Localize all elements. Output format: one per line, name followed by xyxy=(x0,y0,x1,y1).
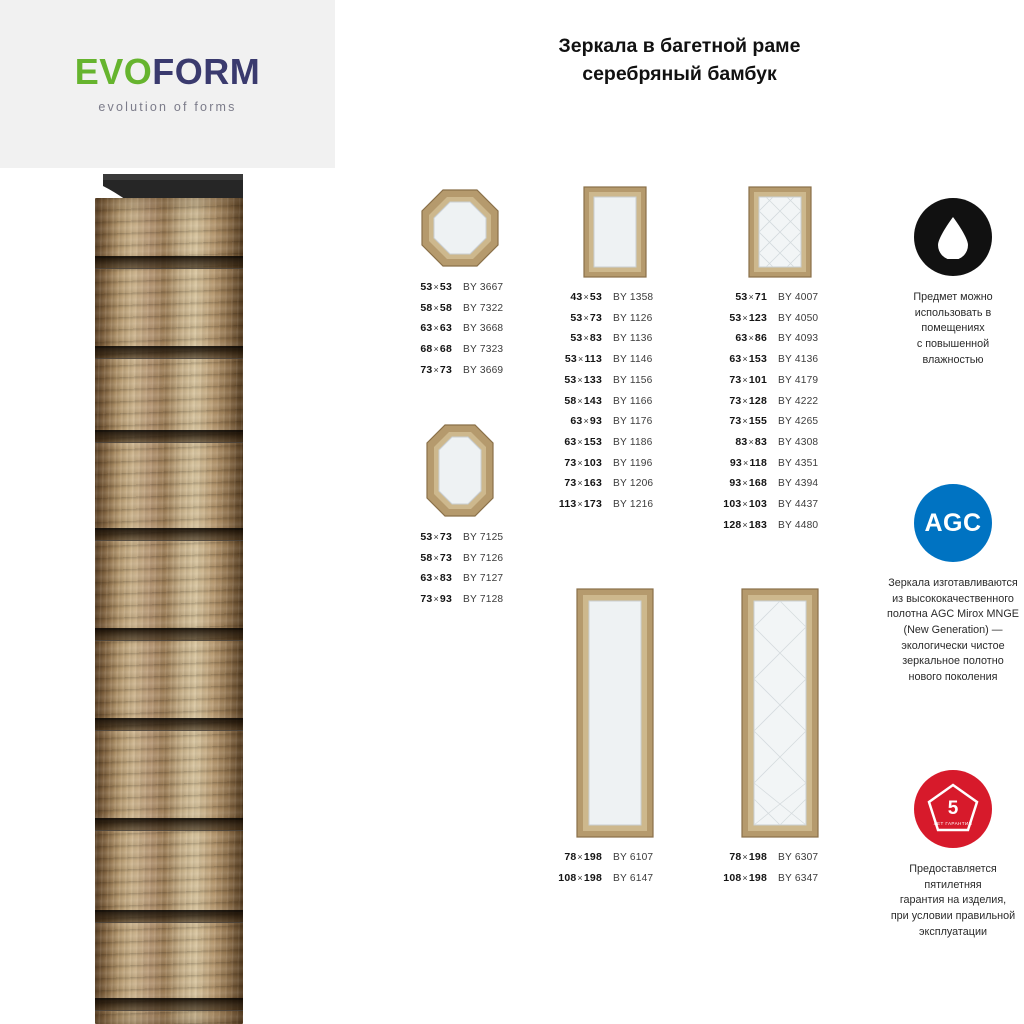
size-row[interactable] xyxy=(705,313,855,324)
size-code: BY 7323 xyxy=(463,344,504,356)
size-row[interactable] xyxy=(540,478,690,489)
size-row[interactable] xyxy=(705,396,855,407)
size-code: BY 7125 xyxy=(463,532,504,543)
moulding-knot xyxy=(95,628,243,641)
size-dim: 73×101 xyxy=(729,373,767,386)
feature-agc xyxy=(853,484,1024,685)
size-code: BY 4437 xyxy=(778,499,819,511)
feature-moisture xyxy=(853,198,1024,368)
size-dim: 58×73 xyxy=(420,551,452,564)
moulding-knot xyxy=(95,718,243,731)
size-dim: 53×73 xyxy=(420,531,452,543)
size-dim: 63×153 xyxy=(564,435,602,448)
size-code: BY 4394 xyxy=(778,478,819,490)
product-group-floor-plain xyxy=(540,578,690,893)
size-dim: 73×93 xyxy=(420,593,452,606)
size-code: BY 4351 xyxy=(778,457,819,469)
size-row[interactable] xyxy=(705,333,855,344)
brand-name xyxy=(74,51,261,92)
size-row[interactable] xyxy=(390,573,530,584)
page-header xyxy=(0,0,1024,168)
size-row[interactable] xyxy=(390,323,530,334)
size-code: BY 1206 xyxy=(613,478,654,490)
moulding-knot xyxy=(95,346,243,359)
size-dim: 63×83 xyxy=(420,572,452,585)
feature-line: из высококачественного xyxy=(892,592,1014,605)
size-row[interactable] xyxy=(705,499,855,510)
size-code: BY 1136 xyxy=(613,333,653,345)
size-table xyxy=(705,292,855,531)
agc-label: AGC xyxy=(924,508,982,537)
size-dim: 73×73 xyxy=(420,363,452,376)
feature-line: (New Generation) — xyxy=(903,623,1003,636)
moulding-grain xyxy=(95,198,243,1024)
size-code: BY 4480 xyxy=(778,519,819,531)
size-dim: 63×153 xyxy=(729,353,767,366)
brand-logo xyxy=(0,0,335,168)
feature-line: Зеркала изготавливаются xyxy=(888,577,1018,589)
moulding-knot xyxy=(95,998,243,1011)
mirror-preview-rectangle-facet xyxy=(705,178,855,278)
size-table xyxy=(390,282,530,376)
size-dim: 63×93 xyxy=(570,415,602,428)
size-dim: 128×183 xyxy=(723,518,767,531)
size-table xyxy=(540,852,690,884)
size-row[interactable] xyxy=(705,437,855,448)
size-row[interactable] xyxy=(540,313,690,324)
size-dim: 53×83 xyxy=(570,332,602,345)
size-code: BY 4265 xyxy=(778,416,819,428)
mirror-preview-floor xyxy=(540,578,690,838)
brand-name-part2: FORM xyxy=(152,51,261,92)
svg-text:5: 5 xyxy=(947,798,959,819)
size-code: BY 1156 xyxy=(613,374,653,386)
size-dim: 53×71 xyxy=(735,291,767,303)
size-code: BY 7322 xyxy=(463,302,504,314)
size-code: BY 1186 xyxy=(613,436,653,448)
size-dim: 53×133 xyxy=(564,373,602,386)
size-dim: 108×198 xyxy=(558,871,602,884)
size-row[interactable] xyxy=(540,852,690,863)
size-code: BY 7127 xyxy=(463,573,504,585)
size-row[interactable] xyxy=(705,292,855,303)
feature-line: Предоставляется xyxy=(909,863,997,875)
size-code: BY 1126 xyxy=(613,312,653,324)
feature-line: Предмет можно xyxy=(913,291,993,303)
feature-line: эксплуатации xyxy=(918,925,988,938)
size-dim: 68×68 xyxy=(420,343,452,356)
agc-logo-icon xyxy=(914,484,992,562)
size-code: BY 4007 xyxy=(778,292,819,303)
size-code: BY 4222 xyxy=(778,395,819,407)
size-dim: 43×53 xyxy=(570,291,602,303)
size-dim: 73×128 xyxy=(729,394,767,407)
product-photo xyxy=(0,168,335,1024)
size-dim: 53×73 xyxy=(570,311,602,324)
size-code: BY 6347 xyxy=(778,872,819,884)
size-row[interactable] xyxy=(705,458,855,469)
size-row[interactable] xyxy=(390,553,530,564)
size-code: BY 4136 xyxy=(778,354,819,366)
size-row[interactable] xyxy=(705,873,855,884)
feature-line: экологически чистое xyxy=(901,639,1005,652)
size-row[interactable] xyxy=(540,499,690,510)
feature-line: нового поколения xyxy=(908,670,998,683)
size-table xyxy=(540,292,690,510)
size-dim: 83×83 xyxy=(735,435,767,448)
feature-line: при условии правильной xyxy=(890,909,1016,922)
size-row[interactable] xyxy=(540,375,690,386)
size-code: BY 3669 xyxy=(463,364,504,376)
warranty-5-years-icon xyxy=(914,770,992,848)
size-code: BY 4308 xyxy=(778,436,819,448)
size-code: BY 4050 xyxy=(778,312,819,324)
size-row[interactable] xyxy=(705,852,855,863)
size-dim: 93×118 xyxy=(729,456,767,469)
size-row[interactable] xyxy=(390,282,530,293)
size-row[interactable] xyxy=(390,594,530,605)
size-code: BY 6107 xyxy=(613,852,654,863)
size-code: BY 1196 xyxy=(613,457,653,469)
size-dim: 103×103 xyxy=(723,498,767,511)
page-title-line2: серебряный бамбук xyxy=(582,63,777,85)
moulding-knot xyxy=(95,430,243,443)
size-dim: 73×103 xyxy=(564,456,602,469)
size-code: BY 6147 xyxy=(613,872,654,884)
mirror-preview-octagon xyxy=(390,178,530,268)
size-table xyxy=(390,532,530,605)
size-row[interactable] xyxy=(705,416,855,427)
size-code: BY 4093 xyxy=(778,333,819,345)
size-row[interactable] xyxy=(705,354,855,365)
mirror-preview-floor-facet xyxy=(705,578,855,838)
mirror-preview-rectangle xyxy=(540,178,690,278)
feature-agc-text xyxy=(853,576,1024,685)
size-dim: 53×113 xyxy=(564,353,602,366)
size-dim: 58×143 xyxy=(564,394,602,407)
page-title xyxy=(335,0,1024,168)
feature-line: пятилетняя xyxy=(924,878,982,891)
feature-moisture-text xyxy=(853,290,1024,368)
size-row[interactable] xyxy=(540,437,690,448)
moulding-knot xyxy=(95,910,243,923)
moulding-knot xyxy=(95,256,243,269)
feature-line: влажностью xyxy=(922,353,984,366)
size-dim: 73×163 xyxy=(564,477,602,490)
size-code: BY 3667 xyxy=(463,282,504,293)
feature-line: с повышенной xyxy=(916,337,990,350)
brand-name-part1: EVO xyxy=(74,51,153,92)
size-dim: 53×53 xyxy=(420,281,452,293)
size-dim: 108×198 xyxy=(723,871,767,884)
size-row[interactable] xyxy=(540,416,690,427)
brand-tagline: evolution of forms xyxy=(98,100,237,114)
size-dim: 93×168 xyxy=(729,477,767,490)
size-dim: 58×58 xyxy=(420,301,452,314)
feature-line: полотна AGC Mirox MNGE xyxy=(887,608,1019,621)
size-row[interactable] xyxy=(390,532,530,543)
size-row[interactable] xyxy=(390,344,530,355)
product-group-octagon-small xyxy=(390,178,530,386)
size-row[interactable] xyxy=(705,478,855,489)
size-dim: 78×198 xyxy=(564,851,602,863)
size-code: BY 7126 xyxy=(463,552,504,564)
feature-line: помещениях xyxy=(921,322,985,335)
size-code: BY 7128 xyxy=(463,594,504,606)
mirror-preview-octagon-tall xyxy=(390,418,530,518)
size-row[interactable] xyxy=(540,396,690,407)
size-row[interactable] xyxy=(390,365,530,376)
size-dim: 53×123 xyxy=(729,311,767,324)
product-group-octagon-tall xyxy=(390,418,530,615)
feature-warranty-text xyxy=(853,862,1024,940)
size-code: BY 4179 xyxy=(778,374,819,386)
size-row[interactable] xyxy=(540,292,690,303)
size-code: BY 3668 xyxy=(463,323,504,335)
moulding-sample xyxy=(95,198,243,1024)
size-table xyxy=(705,852,855,884)
size-dim: 63×86 xyxy=(735,332,767,345)
size-row[interactable] xyxy=(390,303,530,314)
feature-warranty xyxy=(853,770,1024,940)
product-group-floor-facet xyxy=(705,578,855,893)
size-code: BY 6307 xyxy=(778,852,819,863)
product-group-rect-facet xyxy=(705,178,855,540)
svg-text:ЛЕТ ГАРАНТИИ: ЛЕТ ГАРАНТИИ xyxy=(933,821,973,826)
feature-line: использовать в xyxy=(914,306,992,319)
feature-line: зеркальное полотно xyxy=(902,655,1004,668)
size-code: BY 1358 xyxy=(613,292,654,303)
size-row[interactable] xyxy=(540,354,690,365)
moulding-knot xyxy=(95,818,243,831)
water-drop-icon xyxy=(914,198,992,276)
size-code: BY 1216 xyxy=(613,499,654,511)
product-group-rect-plain xyxy=(540,178,690,520)
size-row[interactable] xyxy=(705,520,855,531)
size-row[interactable] xyxy=(705,375,855,386)
size-code: BY 1146 xyxy=(613,354,653,366)
feature-line: гарантия на изделия, xyxy=(899,894,1007,907)
size-dim: 78×198 xyxy=(729,851,767,863)
size-code: BY 1176 xyxy=(613,416,653,428)
size-code: BY 1166 xyxy=(613,395,653,407)
moulding-knot xyxy=(95,528,243,541)
size-dim: 113×173 xyxy=(558,498,602,511)
size-row[interactable] xyxy=(540,458,690,469)
size-dim: 73×155 xyxy=(729,415,767,428)
page-title-line1: Зеркала в багетной раме xyxy=(558,35,801,58)
size-row[interactable] xyxy=(540,873,690,884)
size-dim: 63×63 xyxy=(420,322,452,335)
size-row[interactable] xyxy=(540,333,690,344)
